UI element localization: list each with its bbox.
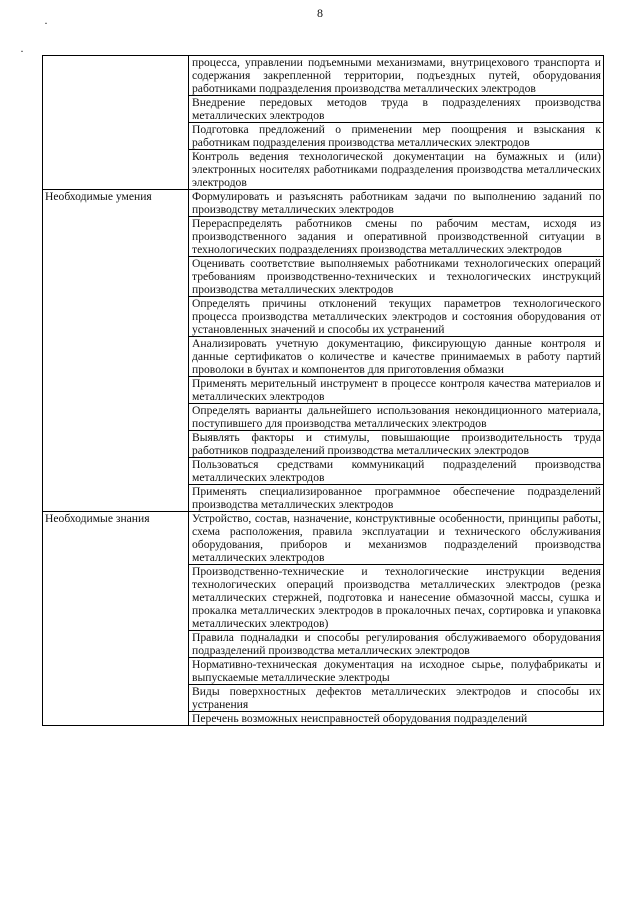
item-text: Применять мерительный инструмент в процессе контроля качества материалов и металлических электродов bbox=[189, 377, 604, 404]
item-text: Внедрение передовых методов труда в подразделениях производства металлических электродов bbox=[189, 96, 604, 123]
item-text: Производственно-технические и технологические инструкции ведения технологических операций производства металлических электродов (резка металлических стержней, подготовка и нанесение обмазочной массы, сушка и прокалка металлических электродов в прокалочных печах, сортировка и упаковка металлических электродов) bbox=[189, 565, 604, 631]
item-text: Виды поверхностных дефектов металлических электродов и способы их устранения bbox=[189, 685, 604, 712]
table-row bbox=[43, 190, 604, 217]
table-row bbox=[43, 56, 604, 96]
item-text: Перераспределять работников смены по рабочим местам, исходя из производственного задания и оперативной производственной ситуации в технологических подразделениях производства металлических электродов bbox=[189, 217, 604, 257]
table-row bbox=[43, 512, 604, 565]
item-text: Устройство, состав, назначение, конструктивные особенности, принципы работы, схема расположения, правила эксплуатации и технического обслуживания оборудования, приборов и механизмов подразделений производства металлических электродов bbox=[189, 512, 604, 565]
item-text: Применять специализированное программное обеспечение подразделений производства металлических электродов bbox=[189, 485, 604, 512]
item-text: Определять причины отклонений текущих параметров технологического процесса производства металлических электродов и состояния оборудования от установленных значений и способы их устранений bbox=[189, 297, 604, 337]
scan-mark: · bbox=[44, 16, 48, 30]
item-text: процесса, управлении подъемными механизмами, внутрицехового транспорта и содержания закрепленной территории, подъездных путей, оборудования работниками подразделения производства металлических электродов bbox=[189, 56, 604, 96]
item-text: Оценивать соответствие выполняемых работниками технологических операций требованиям производственно-технических и технологических инструкций производства металлических электродов bbox=[189, 257, 604, 297]
item-text: Формулировать и разъяснять работникам задачи по выполнению заданий по производству металлических электродов bbox=[189, 190, 604, 217]
item-text: Подготовка предложений о применении мер поощрения и взыскания к работникам подразделения производства металлических электродов bbox=[189, 123, 604, 150]
item-text: Определять варианты дальнейшего использования некондиционного материала, поступившего для производства металлических электродов bbox=[189, 404, 604, 431]
item-text: Выявлять факторы и стимулы, повышающие производительность труда работников подразделений производства металлических электродов bbox=[189, 431, 604, 458]
row-label bbox=[43, 56, 189, 190]
item-text: Перечень возможных неисправностей оборудования подразделений bbox=[189, 712, 604, 726]
competency-table bbox=[42, 55, 604, 726]
item-text: Контроль ведения технологической документации на бумажных и (или) электронных носителях работниками подразделения производства металлических электродов bbox=[189, 150, 604, 190]
item-text: Пользоваться средствами коммуникаций подразделений производства металлических электродов bbox=[189, 458, 604, 485]
scan-mark: · bbox=[20, 44, 24, 58]
page-number: 8 bbox=[317, 6, 323, 20]
item-text: Правила подналадки и способы регулирования обслуживаемого оборудования подразделений производства металлических электродов bbox=[189, 631, 604, 658]
row-label: Необходимые умения bbox=[43, 190, 189, 512]
row-label: Необходимые знания bbox=[43, 512, 189, 726]
item-text: Нормативно-техническая документация на исходное сырье, полуфабрикаты и выпускаемые металлические электроды bbox=[189, 658, 604, 685]
item-text: Анализировать учетную документацию, фиксирующую данные контроля и данные сертификатов о количестве и качестве принимаемых в работу партий проволоки в бунтах и компонентов для приготовления обмазки bbox=[189, 337, 604, 377]
